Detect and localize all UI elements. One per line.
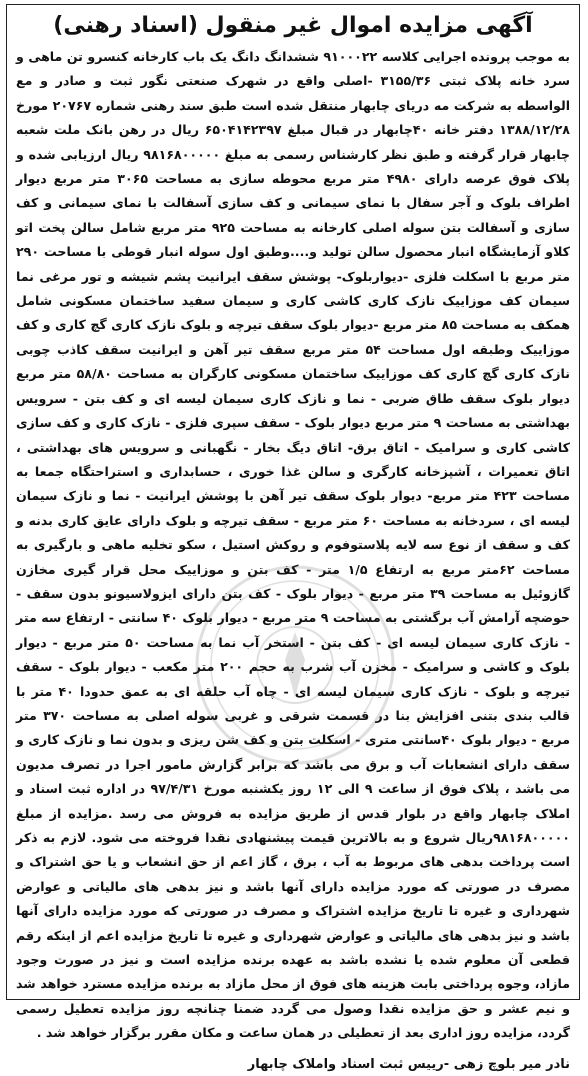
notice-body: به موجب پرونده اجرایی کلاسه ۹۱۰۰۰۲۲ ششدانگ دانگ یک باب کارخانه کنسرو تن ماهی و سرد خانه پلاک ثبتی ۳۱۵۵/۳۶ -اصلی واقع در شهرک صنعتی نگور ثبت و صادر و مع الواسطه به شرکت مه دریای چابهار منتقل شده است طبق سند رهنی شماره ۲۰۷۶۷ مورخ ۱۳۸۸/۱۲/۲۸ دفتر خانه ۴۰چابهار در قبال مبلغ ۶۵۰۴۱۴۲۳۹۷ ریال در رهن بانک ملت شعبه چابهار قرار گرفته و طبق نظر کارشناس رسمی به مبلغ ۹۸۱۶۸۰۰۰۰۰ ریال ارزیابی شده و پلاک فوق عرصه دارای ۴۹۸۰ متر مربع محوطه سازی به مساحت ۳۰۶۵ متر مربع دیوار اطراف بلوک و آجر سفال با نمای سیمانی و کف سازی آسفالت با نمای سیمانی و کف سازی و آسفالت بتن سوله اصلی کارخانه به مساحت ۹۲۵ متر مربع شامل سالن پخت اتو کلاو آزمایشگاه انبار محصول سالن تولید و....وطبق اول سوله انبار قوطی با مساحت ۲۹۰ متر مربع با اسکلت فلزی -دیواربلوک- پوشش سقف ایرانیت پشم شیشه و تور مرغی نما سیمان کف موزاییک نازک کاری کاشی کاری و سیمان سفید ساختمان مسکونی شامل همکف به مساحت ۸۵ متر مربع -دیوار بلوک سقف تیرچه و بلوک نازک کاری گچ کاری و کف موزاییک وطبقه اول مساحت ۵۴ متر مربع سقف تیر آهن و ایرانیت سقف کاذب چوبی نازک کاری گچ کاری کف موزاییک ساختمان مسکونی کارگران به مساحت ۵۸/۸۰ متر مربع دیوار بلوک سقف طاق ضربی - نما و نازک کاری سیمان لیسه ای و کف بتن - سرویس بهداشتی به مساحت ۹ متر مربع دیوار بلوک - سقف سپری فلزی - نازک کاری و کف سازی کاشی کاری و سرامیک - اتاق برق- اتاق دیگ بخار - نگهبانی و سرویس های بهداشتی ، اتاق تعمیرات ، آشپزخانه کارگری و سالن غذا خوری ، حسابداری و استراحتگاه جمعا به مساحت ۴۲۳ متر مربع- دیوار بلوک سقف تیر آهن با پوشش ایرانیت - نما و نازک سیمان لیسه ای ، سردخانه به مساحت ۶۰ متر مربع - سقف تیرچه و بلوک دارای عایق کاری بدنه و کف و سقف از نوع سه لایه پلاستوفوم و روکش استیل ، سکو تخلیه ماهی و بارگیری به مساحت ۶۲متر مربع به ارتفاع ۱/۵ متر - کف بتن و موزاییک محل قرار گیری مخازن گازوئیل به مساحت ۳۹ متر مربع - دیوار بلوک - کف بتن دارای ایزولاسیونو بدون سقف - حوضچه آرامش آب برگشتی به مساحت ۹ متر مربع - دیوار بلوک ۴۰ سانتی - ارتفاع سه متر - نازک کاری سیمان لیسه ای - کف بتن - استخر آب نما به مساحت ۵۰ متر مربع - دیوار بلوک و کاشی و سرامیک - مخزن آب شرب به حجم ۲۰۰ متر مکعب - دیوار بلوک - سقف تیرچه و بلوک - نازک کاری سیمان لیسه ای - چاه آب حلقه ای به عمق حدودا ۴۰ متر با قالب بندی بتنی افزایش بنا در قسمت شرقی و غربی سوله اصلی به مساحت ۳۷۰ متر مربع - دیوار بلوک ۴۰سانتی متری - اسکلت بتن و کف شن ریزی و بدون نما و نازک کاری و سقف دارای انشعابات آب و برق می باشد که برابر گزارش مامور اجرا در تصرف مدیون می باشد ، پلاک فوق از ساعت ۹ الی ۱۲ روز یکشنبه مورخ ۹۷/۴/۳۱ در اداره ثبت اسناد و املاک چابهار واقع در بلوار قدس از طریق مزایده به فروش می رسد .مزایده از مبلغ ۹۸۱۶۸۰۰۰۰۰ریال شروع و به بالاترین قیمت پیشنهادی نقدا فروخته می شود. لازم به ذکر است پرداخت بدهی های مربوط به آب ، برق ، گاز اعم از حق انشعاب و یا حق اشتراک و مصرف در صورتی که مورد مزایده دارای آنها باشد و نیز بدهی های مالیاتی و عوارض شهرداری و غیره تا تاریخ مزایده اشتراک و مصرف در صورتی که مورد مزایده دارای آنها باشد و نیز بدهی های مالیاتی و عوارض شهرداری و غیره تا تاریخ مزایده اعم از اینکه رقم قطعی آن معلوم شده یا نشده باشد به عهده برنده مزایده است و نیز در صورت وجود مازاد، وجوه پرداختی بابت هزینه های فوق از محل مازاد به برنده مزایده مسترد خواهد شد و نیم عشر و حق مزایده نقدا وصول می گردد ضمنا چنانچه روز مزایده تعطیل رسمی گردد، مزایده روز اداری بعد از تعطیلی در همان ساعت و مکان مقرر برگزار خواهد شد . (16, 49, 571, 1041)
notice-title: آگهی مزایده اموال غیر منقول (اسناد رهنی) (53, 13, 533, 38)
notice-signature: نادر میر بلوچ زهی -رییس ثبت اسناد واملاک چابهار (247, 1056, 570, 1072)
auction-notice (6, 4, 580, 1072)
